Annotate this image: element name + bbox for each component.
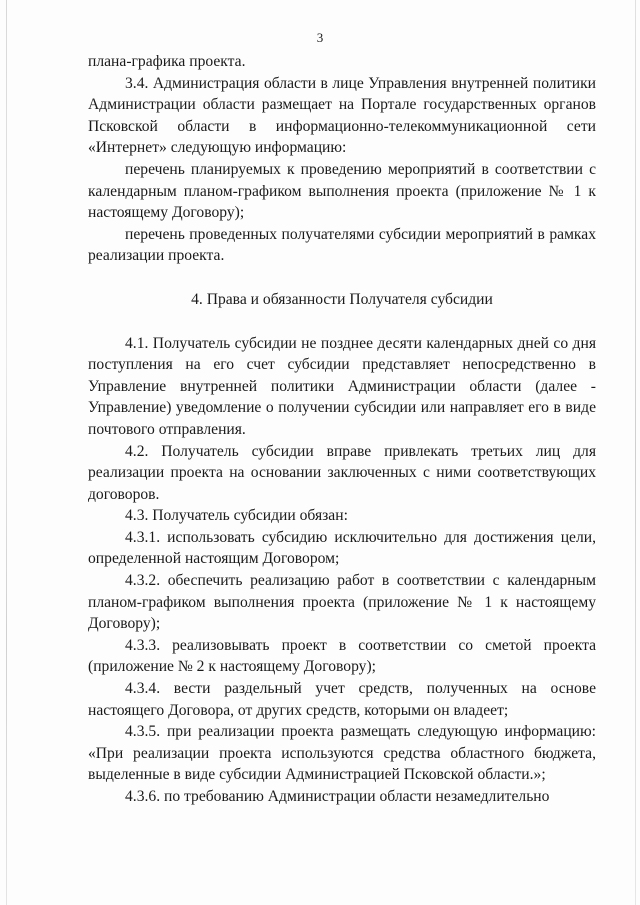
paragraph-4-1: 4.1. Получатель субсидии не позднее десяти календарных дней со дня поступления на его счет субсидии представляет непосредственно в Управление внутренней политики Администрации области (далее - Управление) уведомление о получении субсидии или направляет его в виде почтового отправления.: [88, 334, 596, 438]
paragraph-continuation: плана-графика проекта.: [88, 53, 246, 70]
document-body: [88, 51, 596, 808]
spacer: [88, 311, 596, 333]
paragraph-4-3-1: 4.3.1. использовать субсидию исключительно для достижения цели, определенной настоящим Договором;: [88, 528, 596, 568]
scan-edge-right: [635, 0, 636, 905]
paragraph-4-3-2: 4.3.2. обеспечить реализацию работ в соответствии с календарным планом-графиком выполнения проекта (приложение № 1 к настоящему Договору);: [88, 572, 596, 633]
paragraph-planned-events: перечень планируемых к проведению мероприятий в соответствии с календарным планом-графиком выполнения проекта (приложение № 1 к настоящему Договору);: [88, 160, 596, 222]
section-heading-4: 4. Права и обязанности Получателя субсидии: [191, 290, 493, 308]
paragraph-4-3: 4.3. Получатель субсидии обязан:: [125, 507, 348, 525]
paragraph-4-3-6: 4.3.6. по требованию Администрации области незамедлительно: [125, 788, 550, 805]
paragraph-4-3-4: 4.3.4. вести раздельный учет средств, полученных на основе настоящего Договора, от других средств, которыми он владеет;: [88, 680, 596, 719]
paragraph-4-2: 4.2. Получатель субсидии вправе привлекать третьих лиц для реализации проекта на основании заключенных с ними соответствующих договоров.: [88, 442, 596, 503]
scan-edge-left: [6, 0, 7, 905]
spacer: [88, 267, 596, 289]
paragraph-4-3-3: 4.3.3. реализовывать проект в соответствии со сметой проекта (приложение № 2 к настоящему Договору);: [88, 636, 596, 676]
paragraph-held-events: перечень проведенных получателями субсидии мероприятий в рамках реализации проекта.: [88, 225, 596, 265]
paragraph-4-3-5: 4.3.5. при реализации проекта размещать следующую информацию: «При реализации проекта используются средства областного бюджета, выделенные в виде субсидии Администрацией Псковской области.»;: [88, 723, 596, 784]
paragraph-3-4: 3.4. Администрация области в лице Управления внутренней политики Администрации области размещает на Портале государственных органов Псковской области в информационно-телекоммуникационной сети «Интернет» следующую информацию:: [88, 74, 596, 157]
page-number: 3: [316, 30, 324, 45]
